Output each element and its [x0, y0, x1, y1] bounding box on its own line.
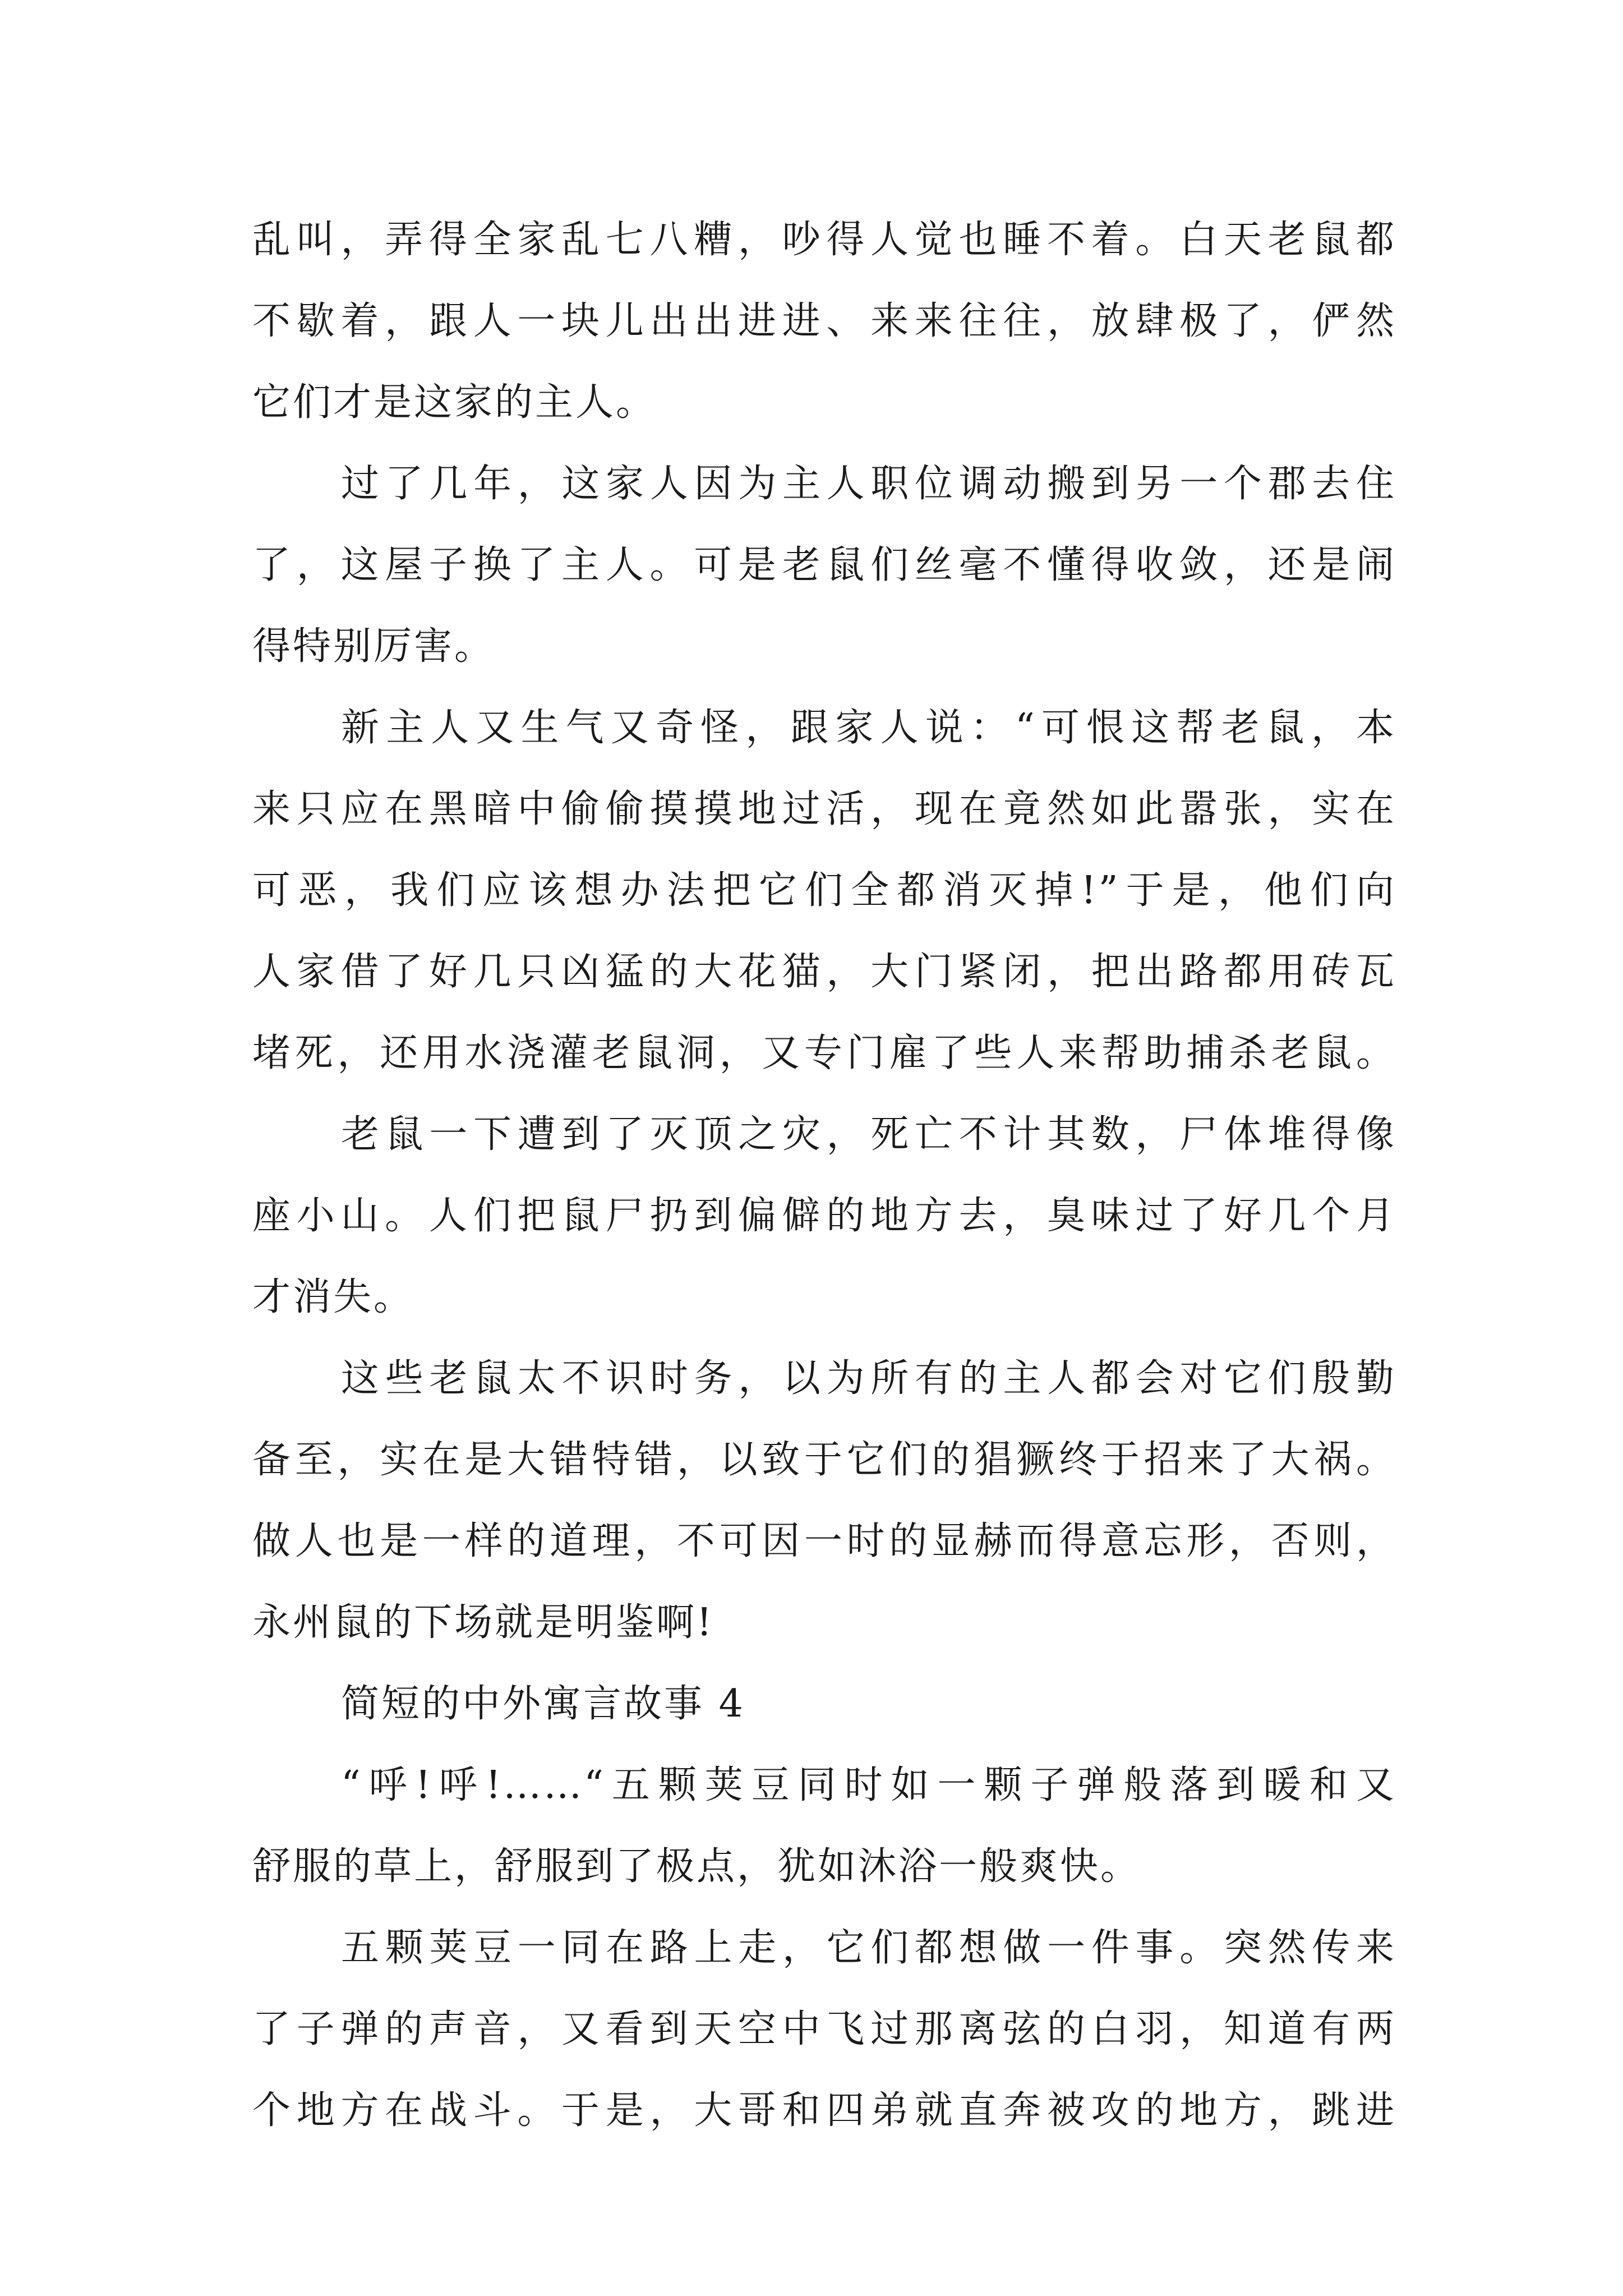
- text-line: “呼!呼!……“五颗荚豆同时如一颗子弹般落到暖和又: [341, 1763, 1396, 1807]
- text-line: 人家借了好几只凶猛的大花猫，大门紧闭，把出路都用砖瓦: [252, 950, 1396, 994]
- text-line: 乱叫，弄得全家乱七八糟，吵得人觉也睡不着。白天老鼠都: [252, 218, 1396, 262]
- text-line: 不歇着，跟人一块儿出出进进、来来往往，放肆极了，俨然: [252, 299, 1396, 343]
- text-line: 备至，实在是大错特错，以致于它们的猖獗终于招来了大祸。: [252, 1438, 1396, 1482]
- text-line: 五颗荚豆一同在路上走，它们都想做一件事。突然传来: [341, 1926, 1396, 1970]
- text-line: 座小山。人们把鼠尸扔到偏僻的地方去，臭味过了好几个月: [252, 1194, 1396, 1238]
- text-line: 得特别厉害。: [252, 624, 495, 669]
- text-line: 堵死，还用水浇灌老鼠洞，又专门雇了些人来帮助捕杀老鼠。: [252, 1031, 1396, 1075]
- text-line: 永州鼠的下场就是明鉴啊!: [252, 1600, 714, 1645]
- text-line: 新主人又生气又奇怪，跟家人说：“可恨这帮老鼠，本: [341, 706, 1396, 750]
- text-line: 做人也是一样的道理，不可因一时的显赫而得意忘形，否则，: [252, 1519, 1396, 1563]
- text-line: 才消失。: [252, 1275, 414, 1319]
- section-heading: 简短的中外寓言故事 4: [341, 1682, 745, 1726]
- text-line: 过了几年，这家人因为主人职位调动搬到另一个郡去住: [341, 462, 1396, 506]
- text-line: 舒服的草上，舒服到了极点，犹如沐浴一般爽快。: [252, 1844, 1141, 1889]
- text-line: 这些老鼠太不识时务，以为所有的主人都会对它们殷勤: [341, 1356, 1396, 1401]
- text-line: 来只应在黑暗中偷偷摸摸地过活，现在竟然如此嚣张，实在: [252, 787, 1396, 831]
- text-line: 了子弹的声音，又看到天空中飞过那离弦的白羽，知道有两: [252, 2007, 1396, 2051]
- text-line: 可恶，我们应该想办法把它们全都消灭掉!”于是，他们向: [252, 868, 1396, 913]
- text-line: 老鼠一下遭到了灭顶之灾，死亡不计其数，尸体堆得像: [341, 1112, 1396, 1157]
- text-line: 它们才是这家的主人。: [252, 380, 657, 425]
- text-line: 个地方在战斗。于是，大哥和四弟就直奔被攻的地方，跳进: [252, 2088, 1396, 2133]
- text-line: 了，这屋子换了主人。可是老鼠们丝毫不懂得收敛，还是闹: [252, 543, 1396, 587]
